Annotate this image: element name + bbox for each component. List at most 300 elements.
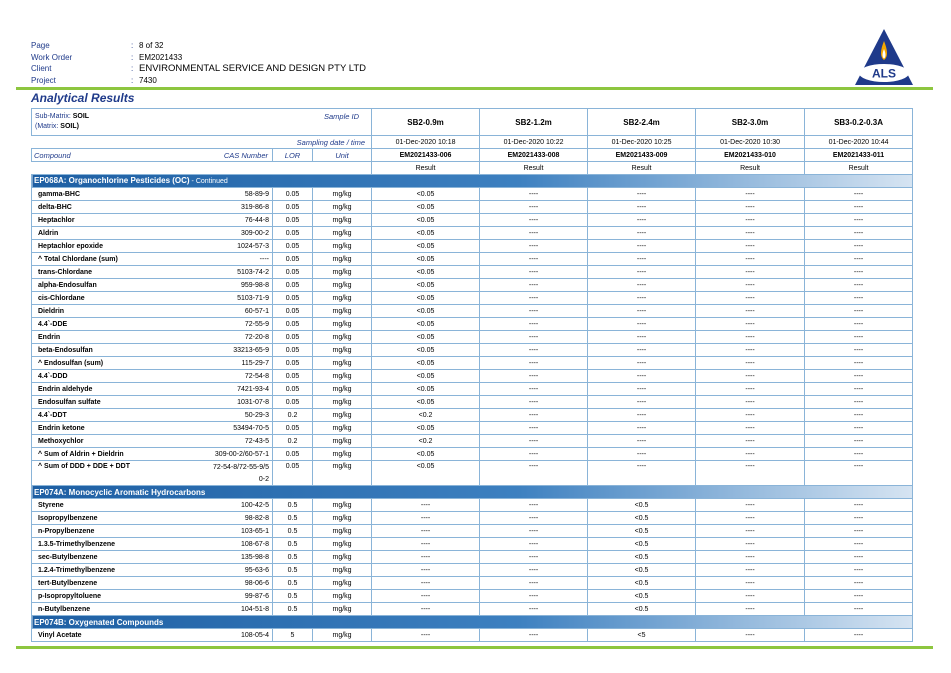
table-row xyxy=(32,525,913,538)
compound-name: alpha-Endosulfan xyxy=(38,281,97,289)
result-value: <0.05 xyxy=(372,240,480,253)
lor-value: 5 xyxy=(273,629,313,642)
table-row xyxy=(32,577,913,590)
lor-value: 0.5 xyxy=(273,512,313,525)
result-value: ---- xyxy=(480,214,588,227)
sub-matrix-label: Sub-Matrix: xyxy=(35,113,71,120)
unit-value: mg/kg xyxy=(313,253,372,266)
lor-value: 0.5 xyxy=(273,603,313,616)
result-value: ---- xyxy=(588,227,696,240)
result-value: <0.05 xyxy=(372,318,480,331)
table-row xyxy=(32,383,913,396)
result-value: ---- xyxy=(805,214,913,227)
result-value: ---- xyxy=(805,396,913,409)
result-value: ---- xyxy=(805,629,913,642)
compound-name: Vinyl Acetate xyxy=(38,631,82,639)
result-value: <0.5 xyxy=(588,551,696,564)
section-title: EP074B: Oxygenated Compounds xyxy=(34,617,164,627)
unit-value: mg/kg xyxy=(313,538,372,551)
table-row xyxy=(32,240,913,253)
result-label: Result xyxy=(696,162,805,175)
sampling-date-row xyxy=(32,136,913,149)
cas-number: 99-87-6 xyxy=(244,593,269,600)
result-value: ---- xyxy=(372,577,480,590)
result-value: <0.05 xyxy=(372,331,480,344)
lor-value: 0.5 xyxy=(273,577,313,590)
result-value: ---- xyxy=(588,422,696,435)
lor-value: 0.05 xyxy=(273,396,313,409)
compound-name: ^ Sum of Aldrin + Dieldrin xyxy=(38,450,124,458)
unit-value: mg/kg xyxy=(313,577,372,590)
compound-name: trans-Chlordane xyxy=(38,268,93,276)
lor-value: 0.05 xyxy=(273,292,313,305)
lor-value: 0.5 xyxy=(273,525,313,538)
result-value: ---- xyxy=(372,564,480,577)
section-header xyxy=(32,616,913,629)
result-value: ---- xyxy=(588,318,696,331)
compound-name: Styrene xyxy=(38,501,64,509)
bottom-rule xyxy=(16,646,933,649)
compound-name: beta-Endosulfan xyxy=(38,346,93,354)
result-value: ---- xyxy=(588,370,696,383)
result-value: ---- xyxy=(480,590,588,603)
result-value: <0.2 xyxy=(372,435,480,448)
cas-number: 60-57-1 xyxy=(244,308,269,315)
cas-number: 53494-70-5 xyxy=(233,425,269,432)
unit-value: mg/kg xyxy=(313,435,372,448)
cas-number: 100-42-5 xyxy=(240,502,269,509)
result-value: ---- xyxy=(480,577,588,590)
header-label: Project xyxy=(31,75,56,85)
unit-value: mg/kg xyxy=(313,227,372,240)
unit-value: mg/kg xyxy=(313,331,372,344)
sample-id-row xyxy=(32,109,913,136)
result-value: ---- xyxy=(480,629,588,642)
result-value: ---- xyxy=(480,188,588,201)
result-value: ---- xyxy=(588,201,696,214)
result-value: ---- xyxy=(480,227,588,240)
result-value: ---- xyxy=(805,292,913,305)
unit-value: mg/kg xyxy=(313,499,372,512)
result-value: <0.05 xyxy=(372,292,480,305)
result-value: ---- xyxy=(480,383,588,396)
als-logo xyxy=(853,27,915,87)
result-value: ---- xyxy=(696,331,805,344)
unit-value: mg/kg xyxy=(313,370,372,383)
result-value: ---- xyxy=(696,305,805,318)
result-value: ---- xyxy=(480,409,588,422)
header-row-page: Page : 8 of 32 xyxy=(31,41,164,50)
result-value: ---- xyxy=(372,525,480,538)
cas-number: 72-54-8/72-55-9/5 xyxy=(212,464,269,471)
cas-header: CAS Number xyxy=(223,150,268,160)
cas-number: 98-82-8 xyxy=(244,515,269,522)
result-value: <0.05 xyxy=(372,214,480,227)
table-row xyxy=(32,331,913,344)
table-row xyxy=(32,499,913,512)
result-value: ---- xyxy=(480,305,588,318)
result-value: <0.05 xyxy=(372,422,480,435)
result-value: ---- xyxy=(696,525,805,538)
lor-value: 0.05 xyxy=(273,214,313,227)
table-row xyxy=(32,370,913,383)
sub-matrix-value: SOIL xyxy=(72,113,90,120)
table-row xyxy=(32,253,913,266)
table-row xyxy=(32,396,913,409)
compound-name: Aldrin xyxy=(38,229,59,237)
page-title: Analytical Results xyxy=(31,91,135,105)
section-title: EP068A: Organochlorine Pesticides (OC) xyxy=(34,176,190,185)
result-label-row xyxy=(32,162,913,175)
cas-number: 50-29-3 xyxy=(244,412,269,419)
cas-number: 1031-07-8 xyxy=(237,399,269,406)
sampling-date: 01-Dec-2020 10:22 xyxy=(480,136,588,149)
cas-number: 108-67-8 xyxy=(240,541,269,548)
result-value: ---- xyxy=(805,279,913,292)
cas-number: 5103-74-2 xyxy=(237,269,269,276)
header-row-work-order: Work Order : EM2021433 xyxy=(31,52,183,62)
result-value: ---- xyxy=(696,551,805,564)
result-value: ---- xyxy=(805,188,913,201)
result-value: ---- xyxy=(805,357,913,370)
cas-number-cont: 0-2 xyxy=(258,476,269,483)
unit-value: mg/kg xyxy=(313,551,372,564)
result-value: ---- xyxy=(480,240,588,253)
cas-number: 72-20-8 xyxy=(244,334,269,341)
column-header-row xyxy=(32,149,913,162)
matrix-value: SOIL) xyxy=(60,123,79,130)
result-value: ---- xyxy=(372,538,480,551)
lor-value: 0.05 xyxy=(273,318,313,331)
lor-value: 0.05 xyxy=(273,331,313,344)
header-value: 7430 xyxy=(139,75,157,85)
result-value: ---- xyxy=(696,318,805,331)
result-value: ---- xyxy=(805,525,913,538)
result-value: ---- xyxy=(805,240,913,253)
unit-value: mg/kg xyxy=(313,279,372,292)
result-value: <0.5 xyxy=(588,590,696,603)
lor-value: 0.5 xyxy=(273,499,313,512)
unit-value: mg/kg xyxy=(313,357,372,370)
compound-name: Dieldrin xyxy=(38,307,65,315)
cas-number: 95-63-6 xyxy=(244,567,269,574)
sample-id: SB2-2.4m xyxy=(588,109,696,136)
compound-name: ^ Total Chlordane (sum) xyxy=(38,255,118,263)
lab-id: EM2021433-009 xyxy=(588,149,696,162)
compound-name: cis-Chlordane xyxy=(38,294,85,302)
table-row xyxy=(32,188,913,201)
result-value: <5 xyxy=(588,629,696,642)
lor-value: 0.05 xyxy=(273,370,313,383)
unit-value: mg/kg xyxy=(313,396,372,409)
compound-name: Endosulfan sulfate xyxy=(38,398,101,406)
lor-value: 0.05 xyxy=(273,383,313,396)
header-value: EM2021433 xyxy=(139,52,183,62)
compound-name: 4.4`-DDT xyxy=(38,411,67,419)
table-row xyxy=(32,227,913,240)
result-value: ---- xyxy=(696,461,805,486)
sampling-date-label: Sampling date / time xyxy=(32,136,372,149)
lab-id: EM2021433-010 xyxy=(696,149,805,162)
result-value: ---- xyxy=(480,525,588,538)
result-value: <0.5 xyxy=(588,538,696,551)
result-value: ---- xyxy=(696,370,805,383)
lor-value: 0.05 xyxy=(273,422,313,435)
result-value: <0.05 xyxy=(372,253,480,266)
unit-value: mg/kg xyxy=(313,512,372,525)
result-value: ---- xyxy=(588,344,696,357)
result-label: Result xyxy=(588,162,696,175)
result-value: <0.05 xyxy=(372,227,480,240)
compound-name: 1.3.5-Trimethylbenzene xyxy=(38,540,116,548)
cas-number: 309-00-2 xyxy=(240,230,269,237)
result-value: ---- xyxy=(696,266,805,279)
cas-number: 1024-57-3 xyxy=(237,243,269,250)
unit-value: mg/kg xyxy=(313,240,372,253)
result-value: ---- xyxy=(480,344,588,357)
compound-name: Heptachlor xyxy=(38,216,75,224)
lor-value: 0.05 xyxy=(273,448,313,461)
table-row xyxy=(32,357,913,370)
cas-number: 108-05-4 xyxy=(240,632,269,639)
unit-value: mg/kg xyxy=(313,409,372,422)
result-label: Result xyxy=(480,162,588,175)
result-value: ---- xyxy=(805,344,913,357)
result-value: ---- xyxy=(480,318,588,331)
result-value: ---- xyxy=(588,214,696,227)
result-value: ---- xyxy=(696,396,805,409)
result-value: <0.5 xyxy=(588,499,696,512)
section-header xyxy=(32,175,913,188)
result-value: ---- xyxy=(696,201,805,214)
result-value: ---- xyxy=(372,499,480,512)
result-value: ---- xyxy=(588,331,696,344)
lor-value: 0.2 xyxy=(273,409,313,422)
result-value: ---- xyxy=(480,551,588,564)
result-value: <0.05 xyxy=(372,383,480,396)
result-label: Result xyxy=(805,162,913,175)
result-value: ---- xyxy=(480,512,588,525)
cas-number: 58-89-9 xyxy=(244,191,269,198)
result-value: ---- xyxy=(480,435,588,448)
result-value: ---- xyxy=(480,292,588,305)
result-value: ---- xyxy=(480,331,588,344)
lor-value: 0.05 xyxy=(273,357,313,370)
table-row xyxy=(32,409,913,422)
result-value: ---- xyxy=(696,409,805,422)
result-value: <0.05 xyxy=(372,344,480,357)
result-value: ---- xyxy=(480,201,588,214)
result-value: ---- xyxy=(805,512,913,525)
unit-value: mg/kg xyxy=(313,383,372,396)
cas-number: 72-55-9 xyxy=(244,321,269,328)
compound-name: delta-BHC xyxy=(38,203,72,211)
result-value: ---- xyxy=(696,344,805,357)
lor-value: 0.05 xyxy=(273,279,313,292)
table-row xyxy=(32,344,913,357)
section-continued: - Continued xyxy=(189,178,228,185)
unit-value: mg/kg xyxy=(313,292,372,305)
lor-value: 0.05 xyxy=(273,344,313,357)
sample-id: SB2-3.0m xyxy=(696,109,805,136)
result-value: ---- xyxy=(480,603,588,616)
result-value: ---- xyxy=(372,629,480,642)
cas-number: 959-98-8 xyxy=(240,282,269,289)
cas-number: 72-54-8 xyxy=(244,373,269,380)
header-label: Work Order xyxy=(31,52,73,62)
sampling-date: 01-Dec-2020 10:44 xyxy=(805,136,913,149)
result-value: ---- xyxy=(588,357,696,370)
lor-value: 0.05 xyxy=(273,188,313,201)
lor-value: 0.05 xyxy=(273,461,313,486)
result-value: ---- xyxy=(372,551,480,564)
result-value: <0.05 xyxy=(372,188,480,201)
result-value: ---- xyxy=(372,512,480,525)
result-value: ---- xyxy=(696,227,805,240)
result-value: <0.05 xyxy=(372,357,480,370)
unit-value: mg/kg xyxy=(313,305,372,318)
cas-number: 76-44-8 xyxy=(244,217,269,224)
result-value: ---- xyxy=(696,383,805,396)
result-value: ---- xyxy=(805,590,913,603)
table-row xyxy=(32,305,913,318)
unit-value: mg/kg xyxy=(313,629,372,642)
result-value: ---- xyxy=(696,292,805,305)
result-value: ---- xyxy=(805,538,913,551)
compound-name: ^ Sum of DDD + DDE + DDT xyxy=(38,463,130,470)
header-value: 8 of 32 xyxy=(139,41,164,50)
result-value: <0.05 xyxy=(372,461,480,486)
result-value: ---- xyxy=(805,305,913,318)
result-value: ---- xyxy=(805,383,913,396)
section-header xyxy=(32,486,913,499)
result-value: ---- xyxy=(696,214,805,227)
compound-name: n-Propylbenzene xyxy=(38,527,95,535)
table-row xyxy=(32,318,913,331)
unit-value: mg/kg xyxy=(313,448,372,461)
result-value: ---- xyxy=(696,253,805,266)
table-row xyxy=(32,435,913,448)
lor-value: 0.05 xyxy=(273,266,313,279)
result-value: ---- xyxy=(480,461,588,486)
compound-name: gamma-BHC xyxy=(38,190,81,198)
sampling-date: 01-Dec-2020 10:25 xyxy=(588,136,696,149)
header-value: ENVIRONMENTAL SERVICE AND DESIGN PTY LTD xyxy=(139,63,366,74)
unit-value: mg/kg xyxy=(313,214,372,227)
result-value: ---- xyxy=(480,538,588,551)
unit-value: mg/kg xyxy=(313,201,372,214)
result-value: ---- xyxy=(588,266,696,279)
table-row xyxy=(32,448,913,461)
unit-value: mg/kg xyxy=(313,564,372,577)
cas-number: 103-65-1 xyxy=(240,528,269,535)
lab-id: EM2021433-006 xyxy=(372,149,480,162)
result-value: ---- xyxy=(372,603,480,616)
lor-value: 0.5 xyxy=(273,538,313,551)
result-value: ---- xyxy=(696,448,805,461)
result-value: ---- xyxy=(588,461,696,486)
header-label: Page xyxy=(31,41,50,50)
result-value: ---- xyxy=(696,590,805,603)
table-row xyxy=(32,461,913,486)
unit-value: mg/kg xyxy=(313,344,372,357)
table-row xyxy=(32,538,913,551)
result-value: ---- xyxy=(480,499,588,512)
result-value: <0.05 xyxy=(372,266,480,279)
result-value: ---- xyxy=(480,564,588,577)
compound-name: sec-Butylbenzene xyxy=(38,553,98,561)
result-value: ---- xyxy=(696,499,805,512)
header-row-client: Client : ENVIRONMENTAL SERVICE AND DESIGN PTY LTD xyxy=(31,63,366,74)
unit-value: mg/kg xyxy=(313,422,372,435)
cas-number: 319-86-8 xyxy=(240,204,269,211)
result-value: ---- xyxy=(588,448,696,461)
result-value: ---- xyxy=(480,370,588,383)
result-value: <0.05 xyxy=(372,370,480,383)
result-value: ---- xyxy=(805,227,913,240)
logo-text: ALS xyxy=(872,66,896,81)
compound-name: Endrin aldehyde xyxy=(38,385,93,393)
table-row xyxy=(32,629,913,642)
cas-number: 115-29-7 xyxy=(241,360,269,367)
table-row xyxy=(32,422,913,435)
result-value: ---- xyxy=(696,435,805,448)
table-row xyxy=(32,201,913,214)
result-value: <0.5 xyxy=(588,525,696,538)
table-row xyxy=(32,266,913,279)
compound-name: Methoxychlor xyxy=(38,437,84,445)
unit-value: mg/kg xyxy=(313,525,372,538)
result-value: <0.05 xyxy=(372,305,480,318)
table-row xyxy=(32,590,913,603)
result-value: ---- xyxy=(805,564,913,577)
compound-name: Endrin ketone xyxy=(38,424,85,432)
result-value: ---- xyxy=(696,603,805,616)
result-value: ---- xyxy=(588,305,696,318)
compound-header: Compound xyxy=(34,150,71,160)
result-value: ---- xyxy=(480,266,588,279)
result-value: ---- xyxy=(588,188,696,201)
compound-name: p-Isopropyltoluene xyxy=(38,592,101,600)
result-value: ---- xyxy=(588,409,696,422)
report-header xyxy=(31,40,366,86)
cas-number: 309-00-2/60-57-1 xyxy=(214,451,269,458)
compound-name: tert-Butylbenzene xyxy=(38,579,98,587)
compound-name: n-Butylbenzene xyxy=(38,605,91,613)
lor-value: 0.5 xyxy=(273,590,313,603)
lor-value: 0.2 xyxy=(273,435,313,448)
cas-number: ---- xyxy=(259,256,269,263)
cas-number: 98-06-6 xyxy=(244,580,269,587)
lab-id: EM2021433-011 xyxy=(805,149,913,162)
result-value: ---- xyxy=(696,240,805,253)
compound-name: Heptachlor epoxide xyxy=(38,242,103,250)
unit-value: mg/kg xyxy=(313,266,372,279)
result-value: ---- xyxy=(480,357,588,370)
result-value: ---- xyxy=(805,435,913,448)
compound-name: 1.2.4-Trimethylbenzene xyxy=(38,566,116,574)
compound-name: ^ Endosulfan (sum) xyxy=(38,359,104,367)
header-label: Client xyxy=(31,64,52,73)
result-value: ---- xyxy=(805,448,913,461)
result-value: <0.05 xyxy=(372,396,480,409)
unit-value: mg/kg xyxy=(313,318,372,331)
result-value: ---- xyxy=(588,240,696,253)
result-value: ---- xyxy=(588,435,696,448)
result-value: <0.05 xyxy=(372,201,480,214)
result-value: ---- xyxy=(805,499,913,512)
result-value: ---- xyxy=(372,590,480,603)
